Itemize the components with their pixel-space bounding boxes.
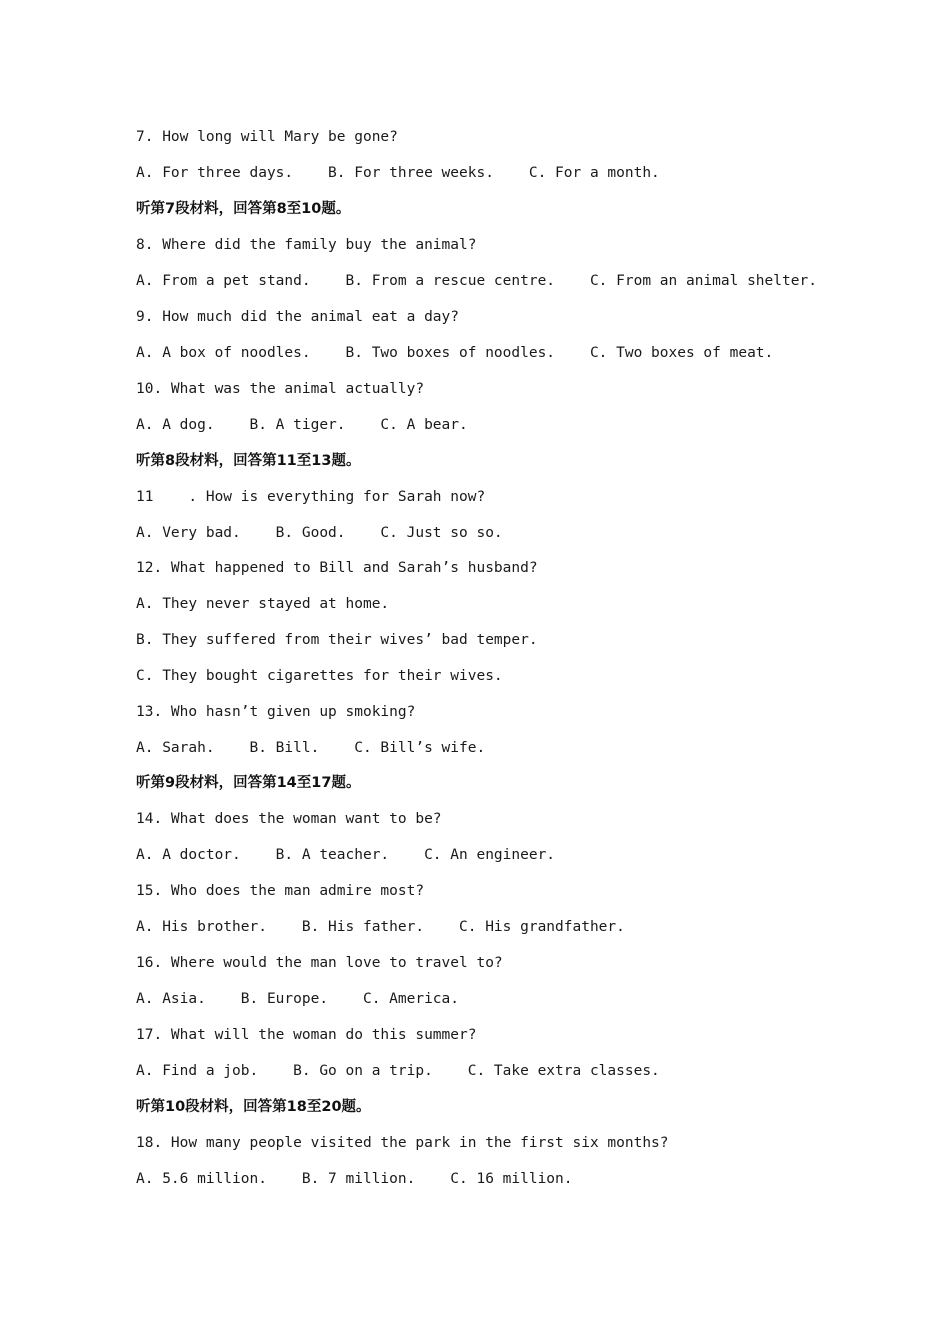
- options-18: A. 5.6 million. B. 7 million. C. 16 million.: [136, 1171, 573, 1187]
- option-12c: C. They bought cigarettes for their wives.: [136, 668, 503, 684]
- question-17: 17. What will the woman do this summer?: [136, 1027, 477, 1043]
- section-heading-8: 听第8段材料，回答第11至13题。: [136, 453, 361, 469]
- section-heading-7: 听第7段材料，回答第8至10题。: [136, 201, 351, 217]
- question-13: 13. Who hasn’t given up smoking?: [136, 704, 416, 720]
- question-11: 11 . How is everything for Sarah now?: [136, 489, 486, 505]
- question-8: 8. Where did the family buy the animal?: [136, 237, 477, 253]
- options-9: A. A box of noodles. B. Two boxes of noodles. C. Two boxes of meat.: [136, 345, 774, 361]
- question-14: 14. What does the woman want to be?: [136, 811, 442, 827]
- options-13: A. Sarah. B. Bill. C. Bill’s wife.: [136, 740, 486, 756]
- options-11: A. Very bad. B. Good. C. Just so so.: [136, 525, 503, 541]
- question-10: 10. What was the animal actually?: [136, 381, 425, 397]
- question-9: 9. How much did the animal eat a day?: [136, 309, 460, 325]
- option-12a: A. They never stayed at home.: [136, 596, 390, 612]
- section-heading-9: 听第9段材料，回答第14至17题。: [136, 775, 361, 791]
- options-10: A. A dog. B. A tiger. C. A bear.: [136, 417, 468, 433]
- question-7: 7. How long will Mary be gone?: [136, 129, 398, 145]
- question-15: 15. Who does the man admire most?: [136, 883, 425, 899]
- question-12: 12. What happened to Bill and Sarah’s husband?: [136, 560, 538, 576]
- question-16: 16. Where would the man love to travel to?: [136, 955, 503, 971]
- options-8: A. From a pet stand. B. From a rescue centre. C. From an animal shelter.: [136, 273, 817, 289]
- question-18: 18. How many people visited the park in the first six months?: [136, 1135, 669, 1151]
- section-heading-10: 听第10段材料，回答第18至20题。: [136, 1099, 371, 1115]
- option-12b: B. They suffered from their wives’ bad temper.: [136, 632, 538, 648]
- options-15: A. His brother. B. His father. C. His grandfather.: [136, 919, 625, 935]
- options-14: A. A doctor. B. A teacher. C. An engineer.: [136, 847, 556, 863]
- options-16: A. Asia. B. Europe. C. America.: [136, 991, 460, 1007]
- options-7: A. For three days. B. For three weeks. C. For a month.: [136, 165, 660, 181]
- options-17: A. Find a job. B. Go on a trip. C. Take extra classes.: [136, 1063, 660, 1079]
